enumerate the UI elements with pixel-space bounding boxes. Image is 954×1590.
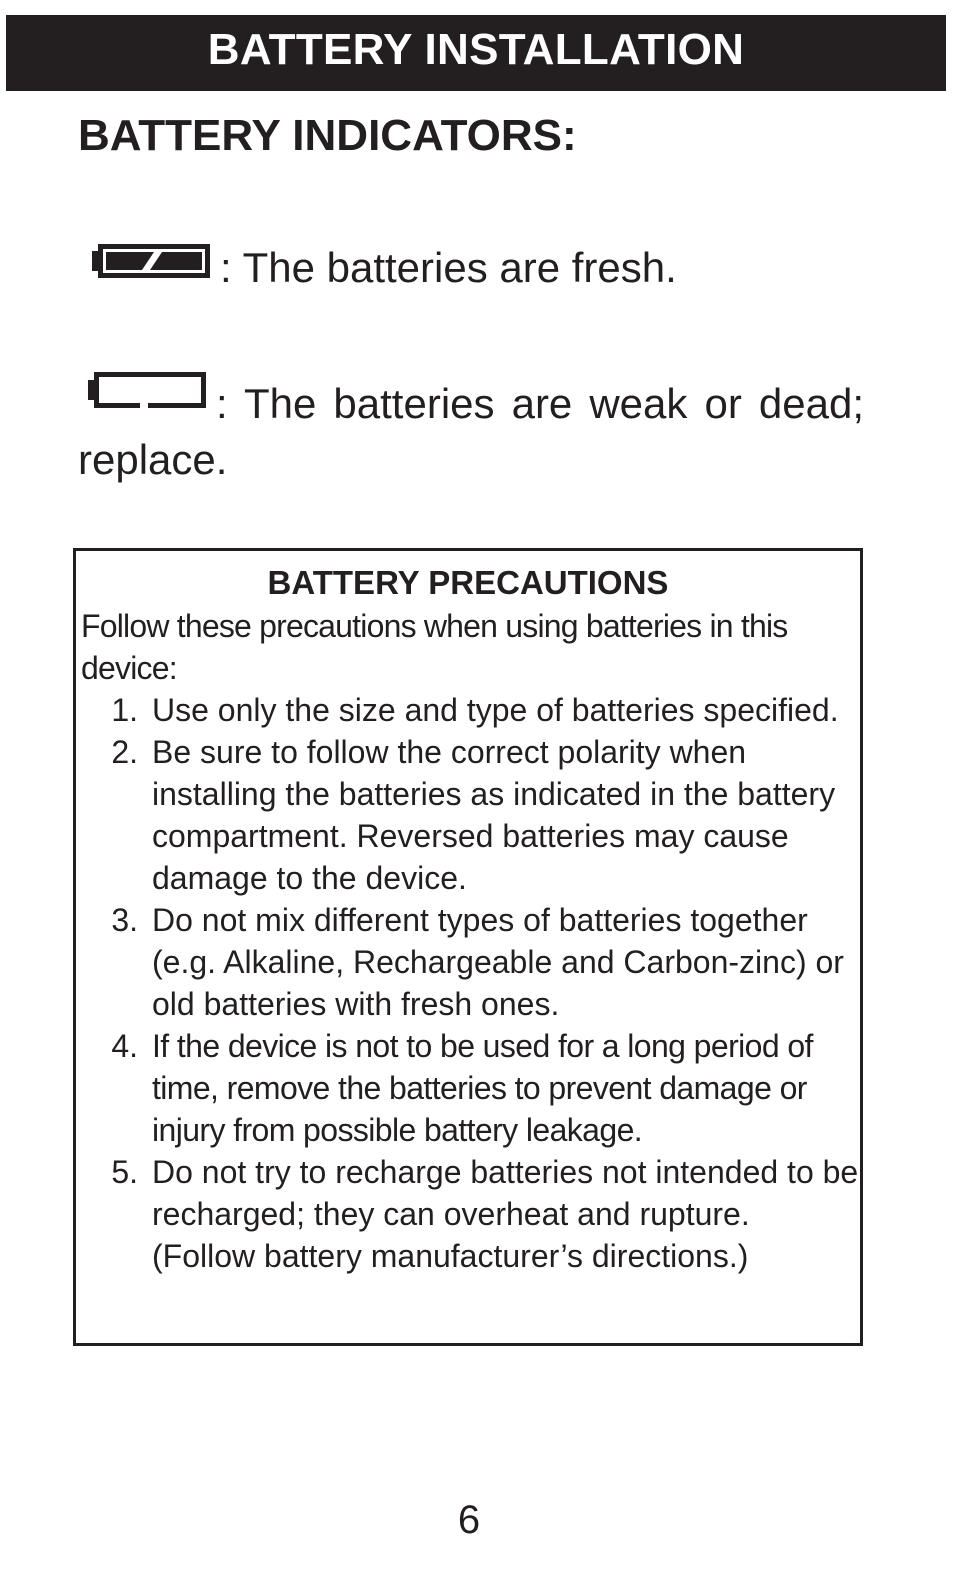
list-item-text: If the device is not to be used for a long period of time, remove the batteries to prevent damage or injury from possible battery leakage.: [152, 1028, 813, 1148]
page-number: 6: [457, 1498, 481, 1542]
battery-indicators-heading: BATTERY INDICATORS:: [78, 111, 577, 160]
list-item: [76, 1151, 860, 1277]
list-item-number: 3.: [111, 902, 138, 938]
header-bar: [6, 15, 946, 91]
list-item-number: 1.: [111, 692, 138, 728]
list-item-number: 2.: [111, 734, 138, 770]
list-item-text: Use only the size and type of batteries specified.: [152, 692, 839, 728]
page-title: BATTERY INSTALLATION: [207, 25, 745, 74]
indicator-fresh-text: : The batteries are fresh.: [220, 244, 677, 291]
list-item: [76, 899, 860, 1025]
precautions-title: BATTERY PRECAUTIONS: [267, 564, 669, 601]
battery-empty-icon: [88, 370, 208, 426]
list-item-text: Do not mix different types of batteries together (e.g. Alkaline, Rechargeable and Carbon-zinc) or old batteries with fresh ones.: [152, 902, 844, 1022]
precautions-list: [76, 689, 860, 1277]
precautions-intro: Follow these precautions when using batteries in this device:: [81, 608, 788, 686]
list-item-text: Do not try to recharge batteries not intended to be recharged; they can overheat and rupture. (Follow battery manufacturer’s directions.): [152, 1154, 859, 1274]
battery-full-icon: [92, 240, 212, 296]
list-item: [76, 1025, 860, 1151]
list-item: [76, 689, 860, 731]
list-item-number: 5.: [111, 1154, 138, 1190]
precautions-box: [73, 548, 863, 1346]
indicator-weak-text: : The batteries are weak or dead; replace.: [78, 380, 864, 483]
indicator-weak: [78, 376, 864, 488]
list-item-number: 4.: [111, 1028, 138, 1064]
list-item-text: Be sure to follow the correct polarity when installing the batteries as indicated in the battery compartment. Reversed batteries may cause damage to the device.: [152, 734, 836, 896]
list-item: [76, 731, 860, 899]
indicator-fresh: [78, 240, 864, 296]
